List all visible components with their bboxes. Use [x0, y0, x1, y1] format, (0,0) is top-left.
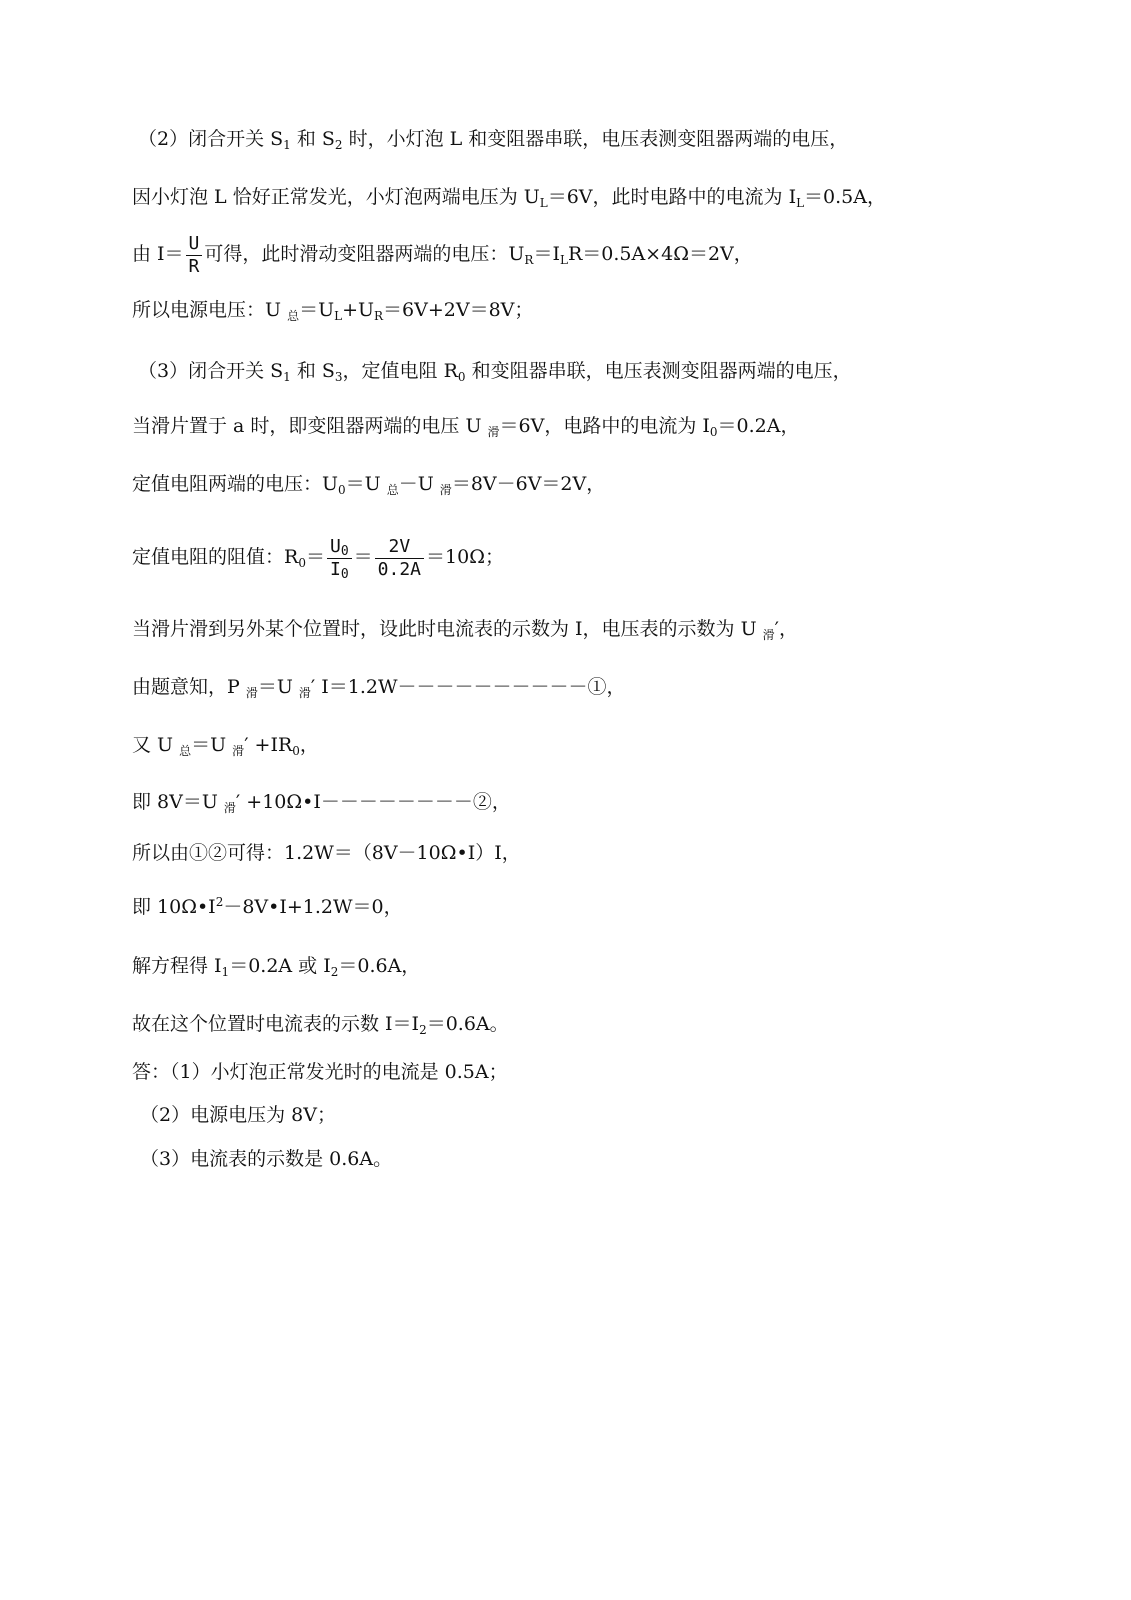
line-part3-u0: 定值电阻两端的电压：$U_0=U$ $_总$－U $_滑$＝8V－6V＝2V， [132, 473, 606, 497]
line-part3-r0: 定值电阻的阻值：$R_0=$ $\frac{U_0}{I_0}$ ＝ $\frac{2V}{0.2A}$ ＝10Ω； [132, 535, 504, 582]
fraction-u0-over-i0: $\frac{U_0}{I_0}$ [327, 536, 352, 581]
line-part3-intro: （3）闭合开关 $S_1$ 和 $S_3$，定值电阻 $R_0$ 和变阻器串联，电压表测变阻器两端的电压， [138, 360, 852, 384]
line-part3-equation-1: 由题意知，P $_滑$＝U $_滑$′ I＝1.2W－－－－－－－－－－①， [132, 676, 626, 700]
line-part3-equation-sum: 又 U $_总$＝U $_滑' +IR_0$， [132, 734, 319, 758]
line-part3-solve: 解方程得 $I_1=0.2A$ 或 $I_2=0.6A$， [132, 955, 421, 979]
fraction-2v-over-0-2a: $\frac{2V}{0.2A}$ [375, 536, 424, 581]
line-answer-1: 答：（1）小灯泡正常发光时的电流是 0.5A； [132, 1061, 508, 1083]
line-part2-total-voltage: 所以电源电压：U $_总=U_L+U_R=6V+2V=8V$； [132, 299, 534, 323]
line-part2-formula: 由 I＝ $\frac{U}{R}$ 可得，此时滑动变阻器两端的电压：$U_R=I_LR=0.5A\times 4\Omega=2V$， [132, 232, 753, 277]
line-answer-3: （3）电流表的示数是 0.6A。 [140, 1148, 393, 1170]
line-part3-equation-2: 即 8V＝U $_滑$′ +10Ω•I－－－－－－－－②， [132, 791, 511, 815]
line-part3-quadratic: 即 $10\Omega•I^2-8V•I+1.2W=0$， [132, 895, 403, 918]
line-part3-other-position: 当滑片滑到另外某个位置时，设此时电流表的示数为 I，电压表的示数为 U $_滑$′， [132, 618, 798, 642]
line-part3-slide-a: 当滑片置于 a 时，即变阻器两端的电压 U $_滑$＝6V，电路中的电流为 $I_0=0.2A$， [132, 415, 800, 439]
line-part3-result: 故在这个位置时电流表的示数 $I=I_2=0.6A$。 [132, 1013, 509, 1037]
line-answer-2: （2）电源电压为 8V； [140, 1104, 336, 1126]
line-part2-current: 因小灯泡 L 恰好正常发光，小灯泡两端电压为 $U_L=6V$，此时电路中的电流为 $I_L=0.5A$， [132, 186, 886, 210]
line-part3-combine: 所以由①②可得：1.2W＝（8V－10Ω•I）I， [132, 842, 521, 864]
fraction-u-over-r: $\frac{U}{R}$ [186, 233, 203, 278]
line-part2-intro: （2）闭合开关 $S_1$ 和 $S_2$ 时，小灯泡 L 和变阻器串联，电压表测变阻器两端的电压， [138, 128, 849, 152]
